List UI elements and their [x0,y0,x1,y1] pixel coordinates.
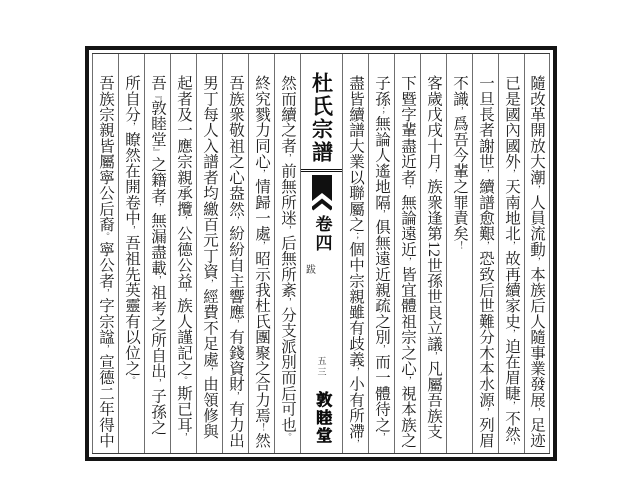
volume-banner-icon [312,175,332,213]
section-label: 跋 [306,265,317,276]
text-column: 下暨字輩盡近者，無論遠近，皆宜體祖宗之心，視本族之 [394,54,420,453]
text-column: 盡皆續譜大業以聯屬之；個中宗親雖有歧義，小有所滯， [342,54,368,453]
book-title: 杜氏宗譜 [309,72,334,164]
text-column: 吾族宗親皆屬寧公后裔。寧公者，字宗諡，宣德二年得中 [92,54,118,453]
text-column: 終究戮力同心，情歸一處，昭示我杜氏團聚之合力焉！然 [248,54,274,453]
page-number: 五三 [316,356,327,378]
text-column: 不識，爲吾今輩之罪責矣！ [446,54,472,453]
text-columns [93,54,549,453]
text-column: 隨改革開放大潮，人員流動，本族后人隨事業發展，足迹 [524,54,550,453]
text-column: 然而續之者，前無所迷，后無所紊，分支派別而后可也。 [274,54,300,453]
page-inner-border [92,53,550,454]
double-rule-divider [301,169,342,172]
genealogy-page-frame [85,46,557,461]
text-column: 吾『敦睦堂』之籍者，無漏盡載，祖考之所自出，子孫之 [144,54,170,453]
text-column: 客歲戊戌十月，族衆逢第12世孫世良立議，凡屬吾族支 [420,54,446,453]
volume-label: 卷四 [312,215,332,253]
text-column: 男丁每人入譜者均繳百元丁資，經費不足處，由領修與 [196,54,222,453]
text-column: 一旦長者謝世，續譜愈艱，恐致后世難分木本水源，列眉 [472,54,498,453]
hall-name-mark: 敦睦堂 [313,391,331,445]
text-column: 起者及一應宗親承攬，公德公益，族人謹記之。斯已耳， [170,54,196,453]
text-column: 子孫；無論人遙地隔，俱無遠近親疏之別，而一體待之， [368,54,394,453]
text-column: 已是國內國外，天南地北，故再續家史，迫在眉睫，不然， [498,54,524,453]
text-column: 吾族衆敬祖之心盎然，紛紛自主響應，有錢資財，有力出 [222,54,248,453]
text-column: 所自分，瞭然在開卷中，吾祖先英靈有以位之。 [118,54,144,453]
title-column [300,54,342,453]
